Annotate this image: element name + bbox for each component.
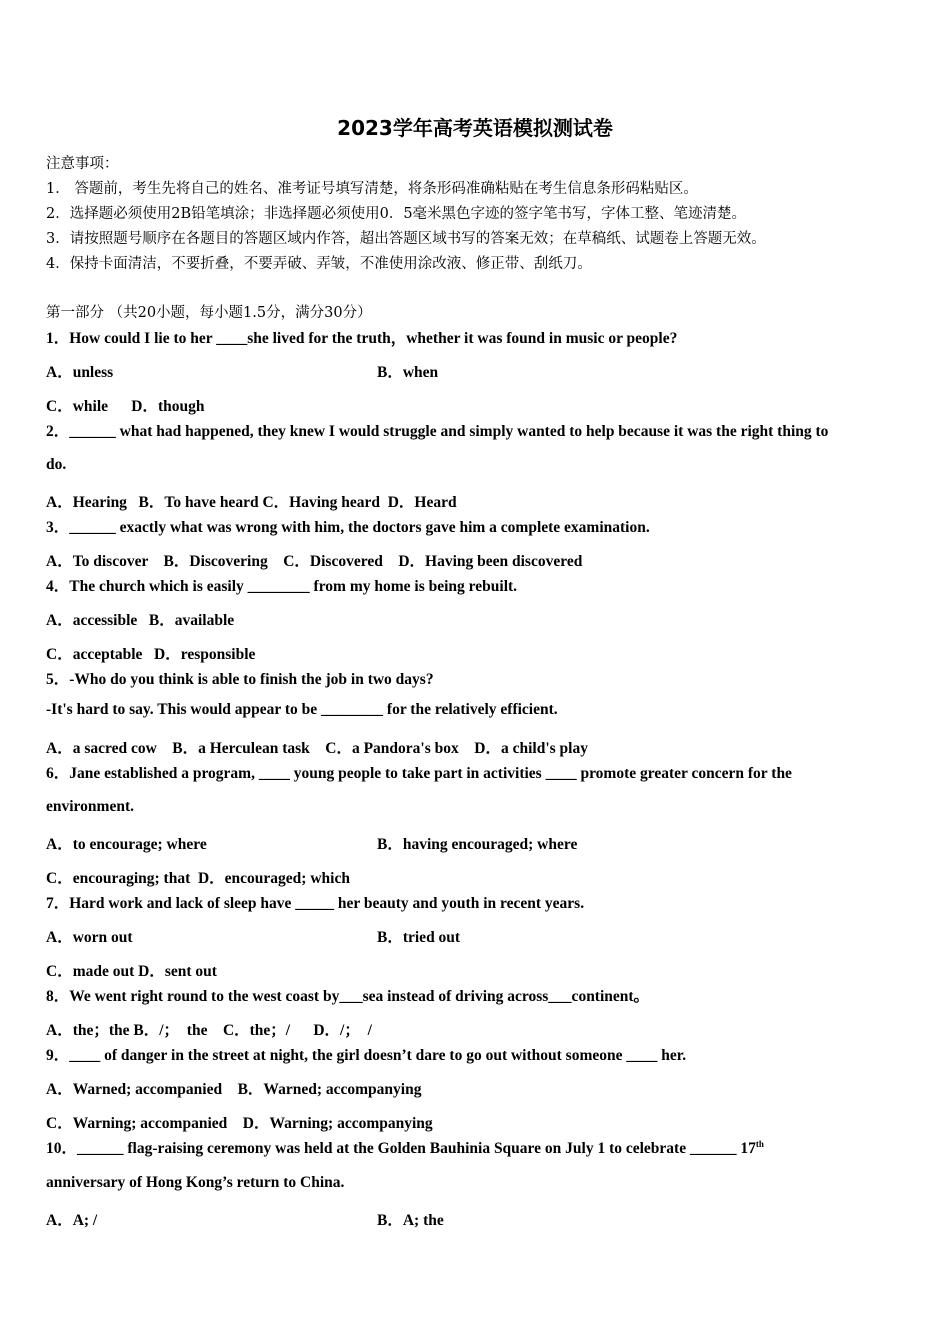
- notice-item-2: 2．选择题必须使用2B铅笔填涂；非选择题必须使用0．5毫米黑色字迹的签字笔书写，字体工整、笔迹清楚。: [46, 206, 747, 222]
- question-7-option-a: A．worn out: [46, 929, 133, 946]
- question-7-option-b: B．tried out: [377, 929, 461, 946]
- question-9-stem: 9．____ of danger in the street at night, the girl doesn’t dare to go out without someone ____ her.: [46, 1047, 687, 1064]
- question-10-option-b: B．A; the: [377, 1212, 444, 1229]
- question-10-stem-text: 10．______ flag-raising ceremony was held at the Golden Bauhinia Square on July 1 to celebrate ______ 17: [46, 1140, 756, 1157]
- notice-heading: 注意事项：: [46, 156, 119, 172]
- question-6-option-a: A．to encourage; where: [46, 836, 207, 853]
- question-2-stem: 2．______ what had happened, they knew I would struggle and simply wanted to help because it was the right thing to: [46, 423, 829, 440]
- question-4-stem: 4．The church which is easily ________ from my home is being rebuilt.: [46, 578, 518, 595]
- question-1-options-cd: C．while D．though: [46, 398, 205, 415]
- question-10-option-a: A．A; /: [46, 1212, 98, 1229]
- notice-item-1: 1． 答题前，考生先将自己的姓名、准考证号填写清楚，将条形码准确粘贴在考生信息条形码粘贴区。: [46, 181, 698, 197]
- question-6-stem: 6．Jane established a program, ____ young people to take part in activities ____ promote greater concern for the: [46, 765, 792, 782]
- question-1-option-b: B．when: [377, 364, 439, 381]
- notice-item-4: 4．保持卡面清洁，不要折叠，不要弄破、弄皱，不准使用涂改液、修正带、刮纸刀。: [46, 256, 592, 272]
- question-6-stem-cont: environment.: [46, 798, 134, 815]
- ordinal-suffix: th: [755, 1138, 764, 1149]
- question-3-stem: 3．______ exactly what was wrong with him, the doctors gave him a complete examination.: [46, 519, 650, 536]
- question-10-stem-cont: anniversary of Hong Kong’s return to China.: [46, 1174, 345, 1191]
- question-7-stem: 7．Hard work and lack of sleep have _____ her beauty and youth in recent years.: [46, 895, 585, 912]
- page-title: 2023学年高考英语模拟测试卷: [337, 116, 613, 140]
- question-4-options-ab: A．accessible B．available: [46, 612, 235, 629]
- question-9-options-cd: C．Warning; accompanied D．Warning; accompanying: [46, 1115, 433, 1132]
- question-1-option-a: A．unless: [46, 364, 114, 381]
- question-6-option-b: B．having encouraged; where: [377, 836, 578, 853]
- notice-item-3: 3．请按照题号顺序在各题目的答题区域内作答，超出答题区域书写的答案无效；在草稿纸、试题卷上答题无效。: [46, 231, 766, 247]
- question-3-options: A．To discover B．Discovering C．Discovered D．Having been discovered: [46, 553, 583, 570]
- question-5-options: A．a sacred cow B．a Herculean task C．a Pandora's box D．a child's play: [46, 740, 588, 757]
- section-heading: 第一部分 （共20小题，每小题1.5分，满分30分）: [46, 305, 372, 321]
- question-10-stem: [46, 1136, 764, 1158]
- question-2-options: A．Hearing B．To have heard C．Having heard D．Heard: [46, 494, 457, 511]
- question-1-stem: 1．How could I lie to her ____she lived for the truth，whether it was found in music or people?: [46, 330, 678, 347]
- question-5-stem-cont: -It's hard to say. This would appear to be ________ for the relatively efficient.: [46, 701, 558, 718]
- question-8-stem: 8．We went right round to the west coast by___sea instead of driving across___continent。: [46, 988, 650, 1005]
- question-4-options-cd: C．acceptable D．responsible: [46, 646, 256, 663]
- question-6-options-cd: C．encouraging; that D．encouraged; which: [46, 870, 350, 887]
- question-9-options-ab: A．Warned; accompanied B．Warned; accompanying: [46, 1081, 422, 1098]
- question-7-options-cd: C．made out D．sent out: [46, 963, 217, 980]
- question-8-options: A．the；the B．/； the C．the；/ D．/； /: [46, 1022, 372, 1039]
- question-5-stem: 5．-Who do you think is able to finish the job in two days?: [46, 671, 434, 688]
- question-2-stem-cont: do.: [46, 456, 67, 473]
